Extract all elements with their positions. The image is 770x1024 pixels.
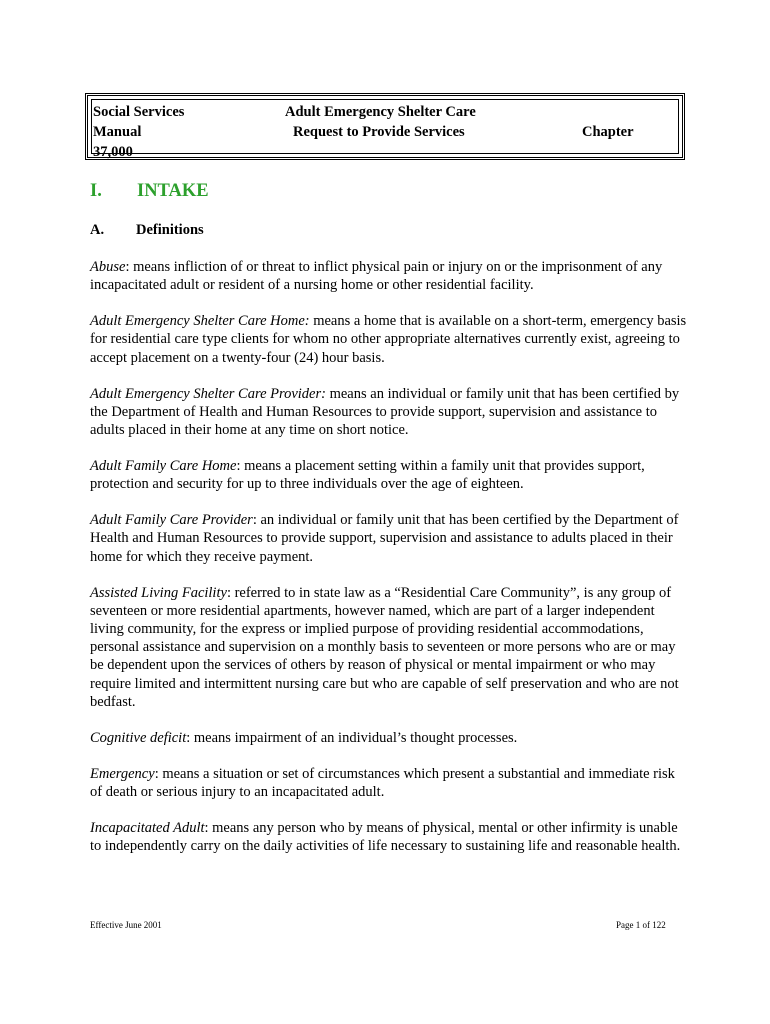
definition-text: means a home that is available on a short-term, emergency basis for residential care type clients for whom no other appropriate alternatives currently exist, agreeing to accept placement on a twenty-four (24) hour basis. xyxy=(90,313,687,366)
footer-page-number: Page 1 of 122 xyxy=(616,920,666,930)
definition-term: Adult Family Care Provider xyxy=(90,512,253,529)
definition-term: Adult Emergency Shelter Care Provider: xyxy=(90,385,326,402)
header-center-line-2: Request to Provide Services xyxy=(293,124,465,140)
definition-shelter-care-provider xyxy=(90,385,690,440)
header-center-column xyxy=(285,102,476,142)
subsection-heading xyxy=(90,222,204,239)
definition-term: Abuse xyxy=(90,259,126,275)
definition-assisted-living xyxy=(90,584,690,711)
header-center-line-1: Adult Emergency Shelter Care xyxy=(285,104,476,120)
definition-emergency xyxy=(90,765,690,801)
section-heading xyxy=(90,181,209,202)
definition-text: : referred to in state law as a “Residential Care Community”, is any group of seventeen or more residential apartments, however named, which are part of a larger independent living community, for the express or implied purpose of providing residential accommodations, personal assistance and supervision on a monthly basis to seventeen or more persons who are or may be dependent upon the services of others by reason of physical or mental impairment or who may require limited and intermittent nursing care but who are capable of self preservation and who are not bedfast. xyxy=(90,584,679,710)
definition-incapacitated-adult xyxy=(90,819,690,855)
definition-family-care-provider xyxy=(90,511,690,566)
header-chapter: Chapter xyxy=(582,124,634,140)
definition-shelter-care-home xyxy=(90,312,690,367)
definition-text: : means infliction of or threat to inflict physical pain or injury on or the imprisonment of any incapacitated adult or resident of a nursing home or other residential facility. xyxy=(90,259,663,294)
header-left-column xyxy=(93,102,184,162)
definition-text: : means a placement setting within a family unit that provides support, protection and security for up to three individuals over the age of eighteen. xyxy=(90,458,645,493)
definition-family-care-home xyxy=(90,457,690,493)
definition-cognitive-deficit xyxy=(90,729,690,747)
header-left-line-2: Manual xyxy=(93,124,142,140)
section-number: I. xyxy=(90,181,102,201)
definition-text: : an individual or family unit that has been certified by the Department of Health and Human Resources to provide support, supervision and assistance to adults placed in their home for which they receive payment. xyxy=(90,512,679,565)
definition-term: Assisted Living Facility xyxy=(90,584,227,601)
section-title: INTAKE xyxy=(137,181,209,201)
definition-term: Cognitive deficit xyxy=(90,729,187,746)
footer-effective-date: Effective June 2001 xyxy=(90,920,162,930)
definition-text: : means impairment of an individual’s thought processes. xyxy=(186,729,518,746)
definition-term: Adult Family Care Home xyxy=(90,458,237,475)
header-left-line-1: Social Services xyxy=(93,104,185,120)
subsection-title: Definitions xyxy=(136,222,204,238)
document-header xyxy=(85,93,685,160)
subsection-number: A. xyxy=(90,222,105,238)
definition-term: Adult Emergency Shelter Care Home: xyxy=(90,313,310,330)
definition-term: Emergency xyxy=(90,765,155,782)
definition-text: : means a situation or set of circumstances which present a substantial and immediate risk of death or serious injury to an incapacitated adult. xyxy=(90,765,675,801)
definitions-list xyxy=(90,258,690,873)
definition-abuse xyxy=(90,258,690,294)
header-left-line-3: 37,000 xyxy=(93,144,133,160)
definition-term: Incapacitated Adult xyxy=(90,820,205,837)
definition-text: means an individual or family unit that has been certified by the Department of Health and Human Resources to provide support, supervision and assistance to adults placed in their home at any time on short notice. xyxy=(90,385,680,439)
definition-text: : means any person who by means of physical, mental or other infirmity is unable to independently carry on the daily activities of life necessary to sustaining life and reasonable health. xyxy=(90,820,681,855)
